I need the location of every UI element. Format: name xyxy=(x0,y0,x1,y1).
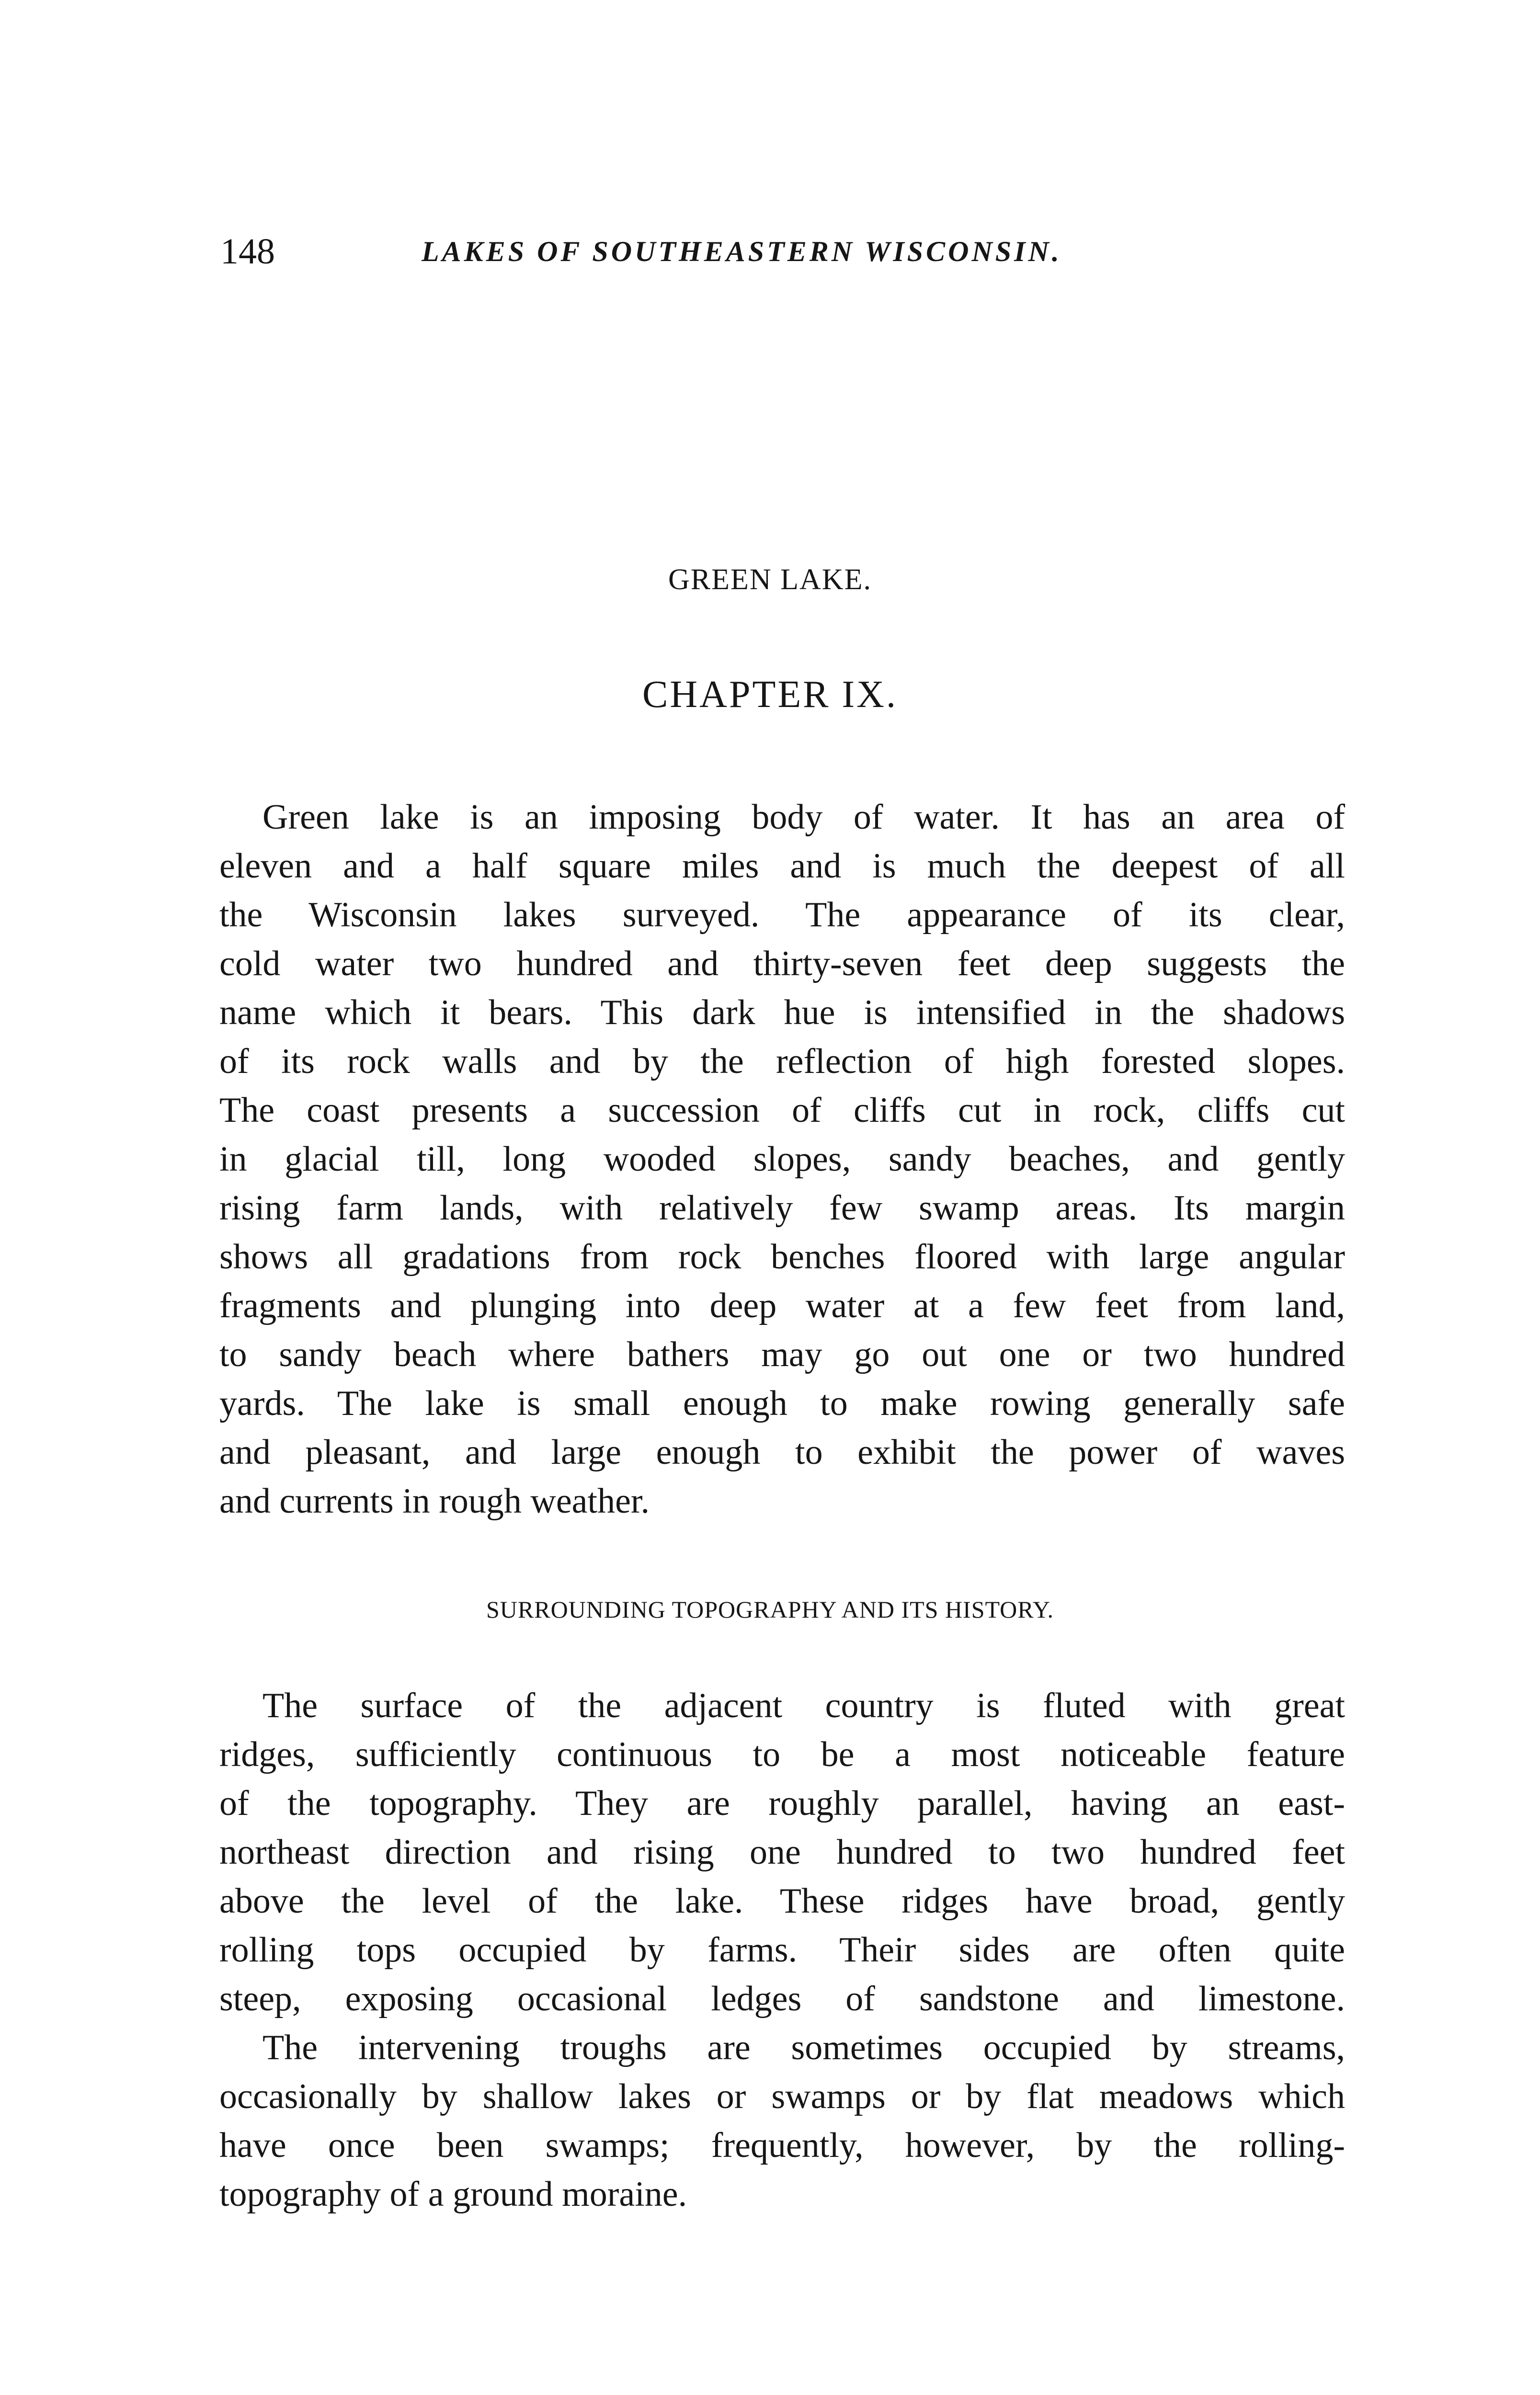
chapter-title: CHAPTER IX. xyxy=(642,673,898,716)
text-line: cold water two hundred and thirty-seven feet deep suggests the xyxy=(219,944,1345,983)
text-line: and currents in rough weather. xyxy=(219,1482,650,1521)
paragraph-troughs xyxy=(219,2023,1345,2219)
text-line: of the topography. They are roughly parallel, having an east- xyxy=(219,1784,1345,1823)
text-line: topography of a ground moraine. xyxy=(219,2175,687,2214)
subheading: SURROUNDING TOPOGRAPHY AND ITS HISTORY. xyxy=(486,1596,1054,1623)
text-line: Green lake is an imposing body of water. It has an area of xyxy=(262,798,1345,837)
text-line: above the level of the lake. These ridges have broad, gently xyxy=(219,1882,1345,1921)
running-head xyxy=(220,225,1351,278)
text-line: steep, exposing occasional ledges of sandstone and limestone. xyxy=(219,1979,1345,2019)
text-line: The surface of the adjacent country is fluted with great xyxy=(262,1686,1345,1725)
running-title: LAKES OF SOUTHEASTERN WISCONSIN. xyxy=(422,236,1062,267)
text-line: yards. The lake is small enough to make rowing generally safe xyxy=(219,1384,1345,1423)
text-line: ridges, sufficiently continuous to be a most noticeable feature xyxy=(219,1735,1345,1774)
paragraph-intro xyxy=(219,793,1345,1526)
text-line: the Wisconsin lakes surveyed. The appearance of its clear, xyxy=(219,895,1345,935)
text-line: rolling tops occupied by farms. Their sides are often quite xyxy=(219,1930,1345,1970)
text-line: fragments and plunging into deep water at a few feet from land, xyxy=(219,1286,1345,1325)
text-line: have once been swamps; frequently, however, by the rolling- xyxy=(219,2126,1345,2165)
text-line: name which it bears. This dark hue is intensified in the shadows xyxy=(219,993,1345,1032)
text-line: northeast direction and rising one hundred to two hundred feet xyxy=(219,1833,1345,1872)
text-line: shows all gradations from rock benches floored with large angular xyxy=(219,1237,1345,1277)
text-line: eleven and a half square miles and is much the deepest of all xyxy=(219,846,1345,886)
text-line: rising farm lands, with relatively few swamp areas. Its margin xyxy=(219,1188,1345,1228)
page-number: 148 xyxy=(220,231,275,272)
section-title: GREEN LAKE. xyxy=(668,563,872,596)
paragraph-topography xyxy=(219,1681,1345,2023)
text-line: to sandy beach where bathers may go out one or two hundred xyxy=(219,1335,1345,1374)
text-line: The coast presents a succession of cliffs cut in rock, cliffs cut xyxy=(219,1091,1345,1130)
text-line: of its rock walls and by the reflection of high forested slopes. xyxy=(219,1042,1345,1081)
text-line: and pleasant, and large enough to exhibit the power of waves xyxy=(219,1433,1345,1472)
text-line: occasionally by shallow lakes or swamps or by flat meadows which xyxy=(219,2077,1345,2116)
text-line: in glacial till, long wooded slopes, sandy beaches, and gently xyxy=(219,1140,1345,1179)
text-line: The intervening troughs are sometimes occupied by streams, xyxy=(262,2028,1345,2067)
